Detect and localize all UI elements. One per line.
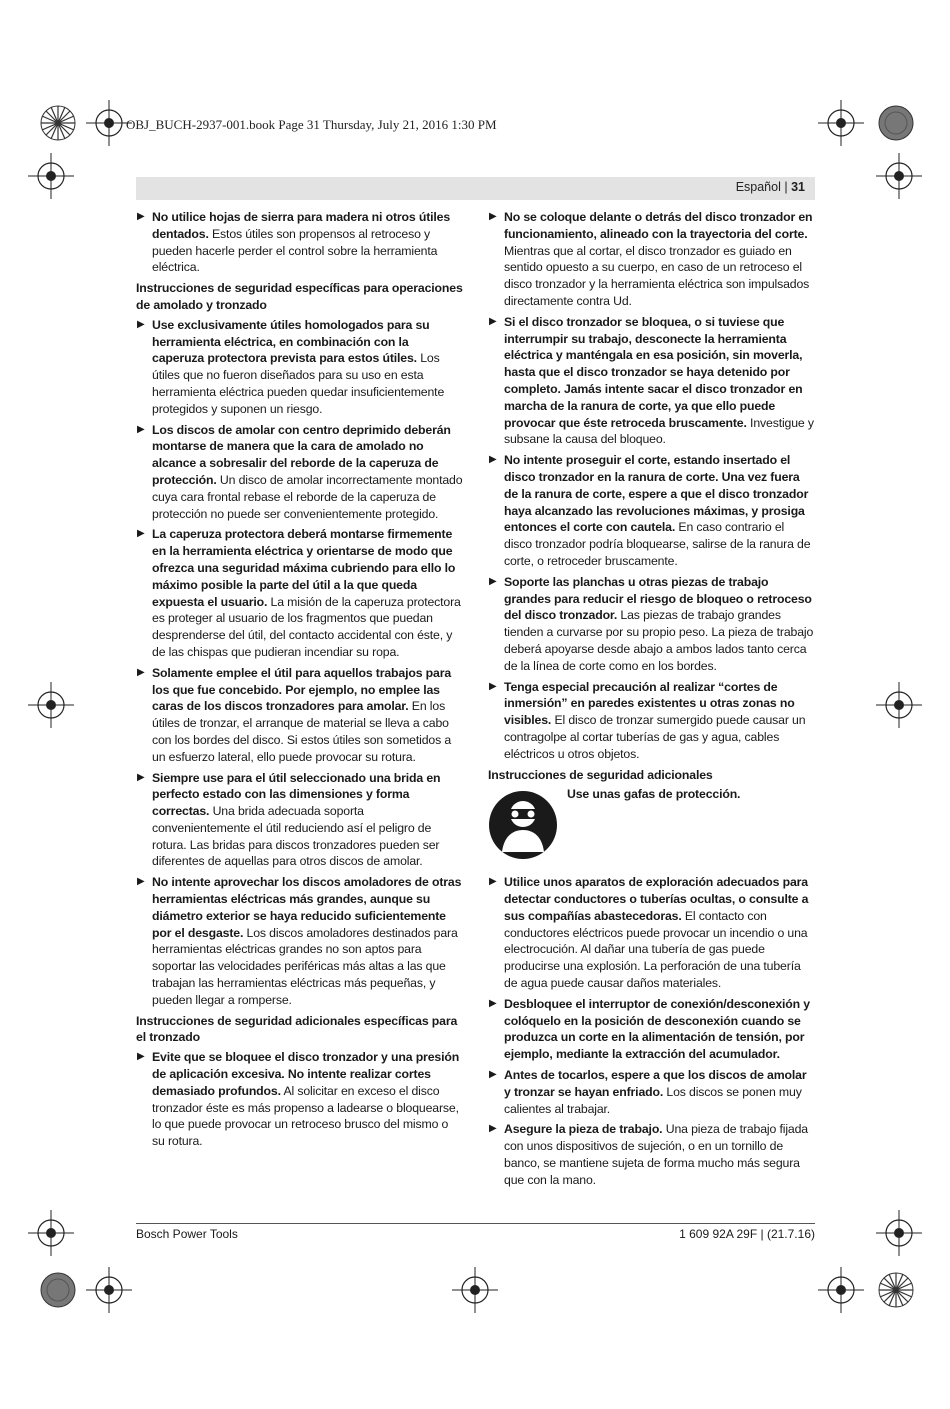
safety-item-text: Una brida adecuada soporta convenientemente el útil reduciendo así el peligro de rotura. Las bridas para discos tronzadores pueden ser diferentes de aquellas para otros discos de amolar. bbox=[152, 804, 440, 869]
safety-item bbox=[136, 874, 463, 1008]
header-language: Español bbox=[735, 180, 781, 194]
goggles-label: Use unas gafas de protección. bbox=[567, 787, 741, 802]
safety-item-text: La misión de la caperuza protectora es proteger al usuario de los fragmentos que puedan desprenderse del útil, del contacto accidental con éste, y de las chispas que pudieran incendiar su ropa. bbox=[152, 594, 461, 659]
safety-item bbox=[488, 574, 815, 675]
safety-item-bold: Antes de tocarlos, espere a que los discos de amolar y tronzar se hayan enfriado. bbox=[504, 1068, 807, 1099]
safety-item bbox=[488, 209, 815, 310]
bullet-arrow-icon: ▶ bbox=[489, 1069, 497, 1081]
safety-item-text: Mientras que al cortar, el disco tronzador es guiado en sentido opuesto a su cuerpo, en caso de un retroceso el disco tronzador y la herramienta eléctrica son impulsados directamente contra Ud. bbox=[504, 243, 810, 308]
safety-item-bold: Asegure la pieza de trabajo. bbox=[504, 1122, 663, 1137]
bullet-arrow-icon: ▶ bbox=[137, 211, 145, 222]
footer-divider bbox=[136, 1223, 815, 1224]
safety-item-text: En caso contrario el disco tronzador podría bloquearse, salirse de la ranura de corte, o retroceder bruscamente. bbox=[504, 520, 811, 568]
bullet-arrow-icon: ▶ bbox=[489, 1123, 497, 1135]
footer-doc-number: 1 609 92A 29F | (21.7.16) bbox=[679, 1227, 815, 1241]
registration-mark-top-left-rosette bbox=[38, 103, 78, 143]
safety-item bbox=[488, 874, 815, 992]
right-column bbox=[488, 209, 815, 1193]
safety-item-text: Una pieza de trabajo fijada con unos dispositivos de sujeción, o en un tornillo de banco, se mantiene sujeta de forma mucho más segura que con la mano. bbox=[504, 1122, 808, 1187]
safety-item-bold: Si el disco tronzador se bloquea, o si tuviese que interrumpir su trabajo, desconecte la herramienta eléctrica y manténgala en esa posición, sin moverla, hasta que el disco tronzador se haya detenido por completo. Jamás intente sacar el disco tronzador en marcha de la ranura de corte, ya que ello puede provocar que éste retroceda bruscamente. bbox=[504, 314, 803, 430]
safety-goggles-icon bbox=[488, 790, 558, 860]
safety-item-bold: No utilice hojas de sierra para madera ni otros útiles dentados. bbox=[152, 210, 451, 241]
safety-item-bold: La caperuza protectora deberá montarse firmemente en la herramienta eléctrica y orientarse de modo que ofrezca una seguridad máxima cubriendo para ello lo máximo posible la parte del útil a la que queda expuesta el usuario. bbox=[152, 527, 456, 609]
safety-item-text: Los discos se ponen muy calientes al trabajar. bbox=[504, 1084, 802, 1116]
registration-mark-left-middle bbox=[28, 682, 74, 728]
safety-item-bold: Utilice unos aparatos de exploración adecuados para detectar conductores o tuberías ocultas, o consulte a sus compañías abastecedoras. bbox=[504, 875, 809, 923]
registration-mark-right-middle bbox=[876, 682, 922, 728]
registration-mark-left-lower bbox=[28, 1210, 74, 1256]
registration-mark-top-right-gray-disc bbox=[876, 103, 916, 143]
footer-brand: Bosch Power Tools bbox=[136, 1227, 238, 1241]
section-heading: Instrucciones de seguridad específicas para operaciones de amolado y tronzado bbox=[136, 281, 463, 312]
bullet-arrow-icon: ▶ bbox=[137, 528, 145, 540]
safety-item bbox=[488, 452, 815, 570]
left-column bbox=[136, 209, 463, 1154]
safety-item-text: En los útiles de tronzar, el arranque de material se lleva a cabo con los bordes del disco. Si estos útiles son sometidos a un esfuerzo lateral, ello puede provocar su rotura. bbox=[152, 699, 452, 764]
page-header bbox=[136, 177, 815, 200]
bullet-arrow-icon: ▶ bbox=[137, 318, 145, 330]
bullet-arrow-icon: ▶ bbox=[137, 771, 145, 783]
safety-item bbox=[488, 679, 815, 763]
safety-item-bold: Los discos de amolar con centro deprimido deberán montarse de manera que la cara de amolado no alcance a sobresalir del reborde de la caperuza de protección. bbox=[152, 422, 451, 487]
safety-item-text: Investigue y subsane la causa del bloqueo. bbox=[504, 415, 814, 447]
registration-mark-bottom-left-gray-disc bbox=[38, 1270, 78, 1310]
safety-item-bold: Tenga especial precaución al realizar “cortes de inmersión” en paredes existentes u otras zonas no visibles. bbox=[504, 679, 795, 728]
bullet-arrow-icon: ▶ bbox=[489, 997, 497, 1009]
safety-item bbox=[136, 422, 463, 523]
safety-item bbox=[136, 526, 463, 660]
registration-mark-bottom-right-crosshair bbox=[818, 1267, 864, 1313]
bullet-arrow-icon: ▶ bbox=[137, 423, 145, 435]
section-heading: Instrucciones de seguridad adicionales específicas para el tronzado bbox=[136, 1013, 458, 1045]
safety-item-bold: No se coloque delante o detrás del disco tronzador en funcionamiento, alineado con la trayectoria del corte. bbox=[504, 210, 813, 241]
registration-mark-bottom-left-crosshair bbox=[86, 1267, 132, 1313]
safety-item-text: Estos útiles son propensos al retroceso y pueden hacerle perder el control sobre la herramienta eléctrica. bbox=[152, 226, 438, 275]
registration-mark-right-lower bbox=[876, 1210, 922, 1256]
registration-mark-bottom-right-rosette bbox=[876, 1270, 916, 1310]
safety-item-bold: No intente proseguir el corte, estando insertado el disco tronzador en la ranura de corte. Una vez fuera de la ranura de corte, espere a que el disco tronzador haya alcanzado las revoluciones máximas, y prosiga entonces el corte con cautela. bbox=[504, 453, 809, 535]
bullet-arrow-icon: ▶ bbox=[489, 454, 497, 466]
safety-item bbox=[488, 1121, 815, 1188]
safety-item bbox=[488, 1067, 815, 1117]
safety-item-bold: Soporte las planchas u otras piezas de trabajo grandes para reducir el riesgo de bloqueo o retroceso del disco tronzador. bbox=[504, 574, 812, 623]
section-heading: Instrucciones de seguridad adicionales bbox=[488, 767, 713, 782]
safety-item bbox=[488, 996, 815, 1063]
safety-item-bold: Use exclusivamente útiles homologados para su herramienta eléctrica, en combinación con la caperuza protectora prevista para estos útiles. bbox=[152, 317, 430, 366]
safety-item-bold: Siempre use para el útil seleccionado una brida en perfecto estado con las dimensiones y forma correctas. bbox=[152, 770, 441, 819]
safety-item bbox=[136, 317, 463, 418]
safety-item-text: Los útiles que no fueron diseñados para su uso en esta herramienta eléctrica pueden quedar insuficientemente protegidos y suponen un riesgo. bbox=[152, 351, 445, 416]
safety-item bbox=[136, 1049, 463, 1150]
bullet-arrow-icon: ▶ bbox=[489, 680, 497, 692]
bullet-arrow-icon: ▶ bbox=[489, 211, 497, 222]
bullet-arrow-icon: ▶ bbox=[489, 315, 497, 327]
safety-item-text: El contacto con conductores eléctricos puede provocar un incendio o una electrocución. Al dañar una tubería de gas puede producirse una explosión. La perforación de una tubería de agua puede causar daños materiales. bbox=[504, 908, 808, 991]
goggles-notice bbox=[488, 786, 815, 874]
safety-item-bold: Evite que se bloquee el disco tronzador y una presión de aplicación excesiva. No intente realizar cortes demasiado profundos. bbox=[152, 1050, 460, 1098]
page-number: 31 bbox=[791, 180, 805, 194]
safety-item-text: Al solicitar en exceso el disco tronzador éste es más propenso a ladearse o bloquearse, lo que puede provocar un retroceso brusco del mismo o su rotura. bbox=[152, 1083, 459, 1149]
bullet-arrow-icon: ▶ bbox=[137, 666, 145, 678]
safety-item-text: Los discos amoladores destinados para herramientas eléctricas grandes no son aptos para soportar las velocidades periféricas más altas a las que trabajan las herramientas eléctricas más pequeñas, y pueden llegar a romperse. bbox=[152, 925, 458, 1007]
registration-mark-right-upper bbox=[876, 153, 922, 199]
registration-mark-top-right-crosshair bbox=[818, 100, 864, 146]
print-slug: OBJ_BUCH-2937-001.book Page 31 Thursday, July 21, 2016 1:30 PM bbox=[126, 117, 497, 132]
safety-item bbox=[136, 770, 463, 871]
bullet-arrow-icon: ▶ bbox=[489, 575, 497, 587]
safety-item-bold: No intente aprovechar los discos amoladores de otras herramientas eléctricas más grandes, aunque su diámetro exterior se haya reducido suficientemente por el desgaste. bbox=[152, 875, 462, 940]
bullet-arrow-icon: ▶ bbox=[137, 1051, 145, 1063]
safety-item-text: Un disco de amolar incorrectamente montado cuya cara frontal rebase el reborde de la caperuza de protección no puede ser convenientemente protegido. bbox=[152, 472, 463, 521]
page-header-label bbox=[736, 180, 805, 194]
registration-mark-bottom-center-crosshair bbox=[452, 1267, 498, 1313]
safety-item bbox=[488, 314, 815, 448]
header-separator: | bbox=[784, 180, 788, 194]
safety-item-bold: Desbloquee el interruptor de conexión/desconexión y colóquelo en la posición de desconexión cuando se produzca un corte en la alimentación de tensión, por ejemplo, mediante la extracción del acumulador. bbox=[504, 996, 810, 1062]
safety-item-text: Las piezas de trabajo grandes tienden a curvarse por su propio peso. La pieza de trabajo deberá apoyarse desde abajo a ambos lados tanto cerca de la línea de corte como en los bordes. bbox=[504, 608, 814, 673]
safety-item bbox=[136, 209, 463, 276]
registration-mark-left-upper bbox=[28, 153, 74, 199]
bullet-arrow-icon: ▶ bbox=[489, 876, 497, 888]
safety-item-text: El disco de tronzar sumergido puede causar un contragolpe al cortar tuberías de gas y agua, cables eléctricos u otros objetos. bbox=[504, 713, 806, 761]
safety-item bbox=[136, 665, 463, 766]
safety-item-bold: Solamente emplee el útil para aquellos trabajos para los que fue concebido. Por ejemplo, no emplee las caras de los discos tronzadores para amolar. bbox=[152, 665, 452, 714]
bullet-arrow-icon: ▶ bbox=[137, 876, 145, 888]
